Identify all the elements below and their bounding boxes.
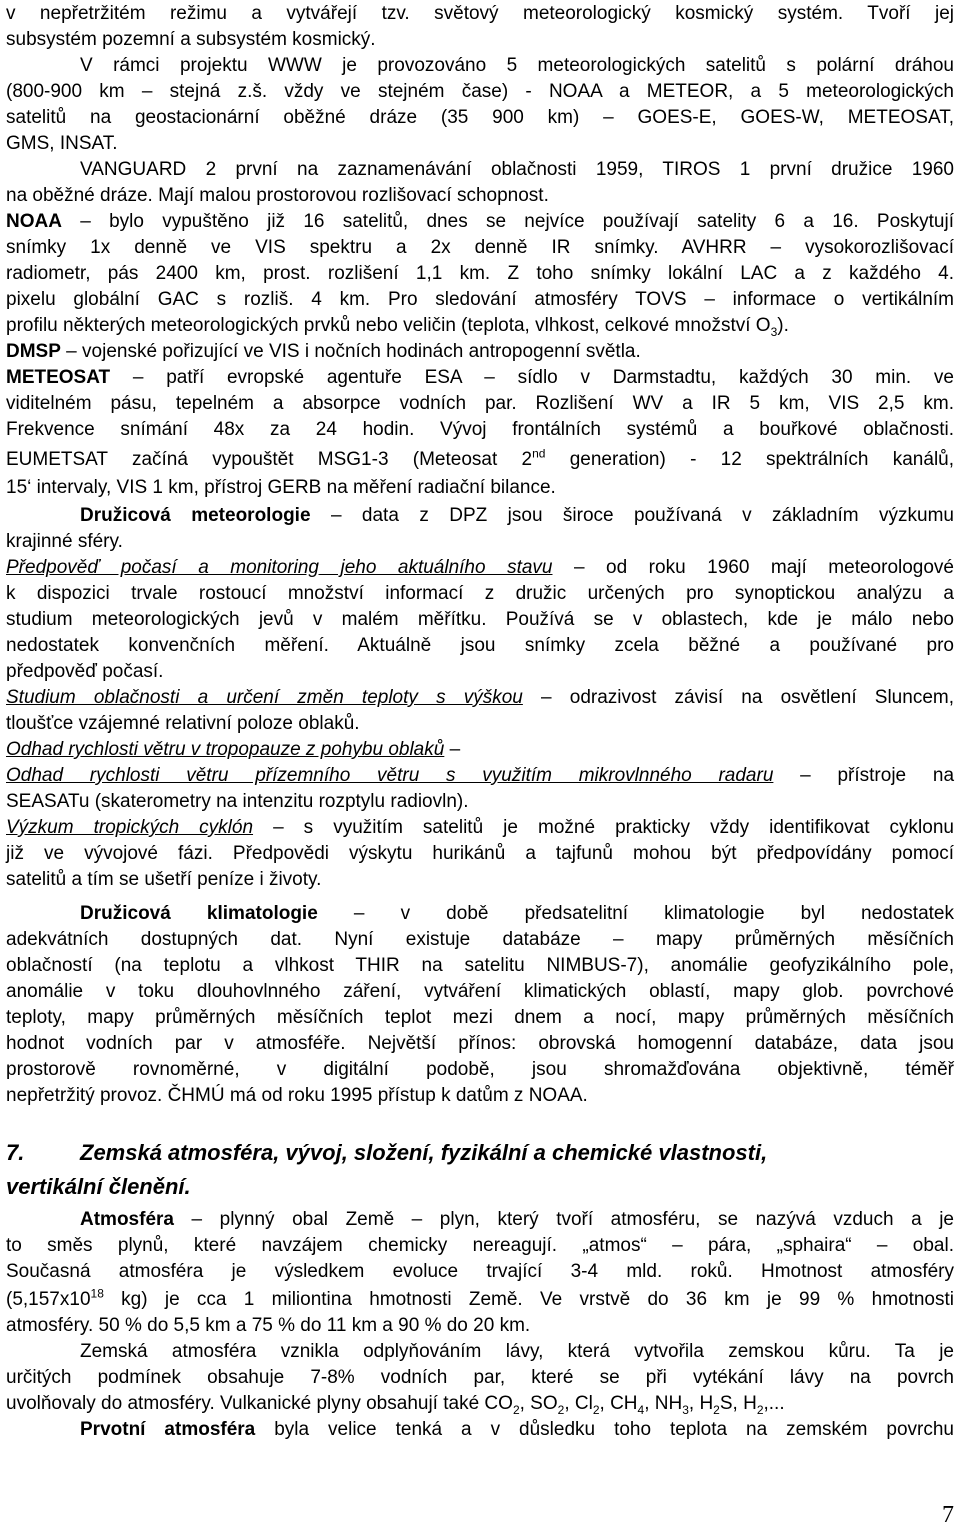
text-line: VANGUARD 2 první na zaznamenávání oblačnosti 1959, TIROS 1 první družice 1960 xyxy=(80,159,954,180)
text-line: k dispozici trvale rostoucí množství informací z družic určených pro synoptickou analýzu a xyxy=(6,583,954,604)
text-line: GMS, INSAT. xyxy=(6,133,118,154)
text-span: – bylo vypuštěno již 16 satelitů, dnes se nejvíce používají satelity 6 a 16. Poskytují xyxy=(61,211,954,232)
text-span: , H xyxy=(688,1393,714,1414)
term-prvotni-atmosfera: Prvotní atmosféra xyxy=(80,1419,256,1440)
subscript: 3 xyxy=(770,324,778,339)
text-span: EUMETSAT začíná vypouštět MSG1-3 (Meteosat 2 xyxy=(6,449,533,470)
superscript: nd xyxy=(532,446,546,461)
text-line: anomálie v toku dlouhovlnného záření, vytváření klimatických oblastí, mapy glob. povrchové xyxy=(6,981,954,1002)
page-number: 7 xyxy=(942,1502,954,1528)
section-heading-cont: vertikální členění. xyxy=(6,1174,191,1199)
text-span: ). xyxy=(777,315,789,336)
text-span: – odrazivost závisí na osvětlení Sluncem, xyxy=(522,687,954,708)
text-line: studium meteorologických jevů v malém měřítku. Používá se v oblastech, kde je málo nebo xyxy=(6,609,954,630)
subscript: 2 xyxy=(557,1402,565,1417)
text-line: určitých podmínek obsahuje 7-8% vodních par, které se při vytékání lávy na povrch xyxy=(6,1367,954,1388)
text-span: , CH xyxy=(599,1393,638,1414)
text-line xyxy=(6,1392,785,1416)
text-line xyxy=(6,448,954,472)
text-span: – data z DPZ jsou široce používaná v základním výzkumu xyxy=(310,505,955,526)
text-line: teploty, mapy průměrných měsíčních teplot mezi dnem a nocí, mapy průměrných měsíčních xyxy=(6,1007,954,1028)
text-line: na oběžné dráze. Mají malou prostorovou rozlišovací schopnost. xyxy=(6,185,549,206)
text-line: předpověď počasí. xyxy=(6,661,164,682)
text-line: subsystém pozemní a subsystém kosmický. xyxy=(6,29,376,50)
text-line: Frekvence snímání 48x za 24 hodin. Vývoj frontálních systémů a bouřkové oblačnosti. xyxy=(6,419,954,440)
text-span: uvolňovaly do atmosféry. Vulkanické plyny obsahují také CO xyxy=(6,1393,513,1414)
text-line: viditelném pásu, tepelném a absorpce vodních par. Rozlišení WV a IR 5 km, VIS 2,5 km. xyxy=(6,393,954,414)
text-line xyxy=(6,504,954,528)
subscript: 2 xyxy=(592,1402,600,1417)
text-line: v nepřetržitém režimu a vytvářejí tzv. světový meteorologický kosmický systém. Tvoří jej xyxy=(6,3,954,24)
text-line: již ve vývojové fázi. Předpovědi výskytu hurikánů a tajfunů mohou být předpovídány pomocí xyxy=(6,843,954,864)
text-span: (5,157x10 xyxy=(6,1289,91,1310)
section-title: Zemská atmosféra, vývoj, složení, fyzikální a chemické vlastnosti, xyxy=(80,1140,768,1165)
text-span: – vojenské pořizující ve VIS i nočních hodinách antropogenní světla. xyxy=(60,341,641,362)
term-atmosfera: Atmosféra xyxy=(80,1209,174,1230)
superscript: 18 xyxy=(90,1286,104,1301)
text-line xyxy=(6,764,954,788)
section-number: 7. xyxy=(6,1140,25,1165)
text-line xyxy=(6,686,954,710)
subscript: 3 xyxy=(682,1402,689,1417)
text-line xyxy=(6,340,641,364)
text-line: pixelu globální GAC s rozliš. 4 km. Pro sledování atmosféry TOVS – informace o vertikálním xyxy=(6,289,954,310)
text-span: generation) - 12 spektrálních kanálů, xyxy=(545,449,955,470)
text-line: hodnot vodních par v atmosféře. Největší přínos: obrovská homogenní databáze, data jsou xyxy=(6,1033,954,1054)
subheading-italic: Předpověď počasí a monitoring jeho aktuálního stavu xyxy=(6,557,553,578)
text-line xyxy=(6,902,954,926)
text-line: adekvátních dostupných dat. Nyní existuje databáze – mapy průměrných měsíčních xyxy=(6,929,954,950)
text-line: Zemská atmosféra vznikla odplyňováním lávy, která vytvořila zemskou kůru. Ta je xyxy=(80,1341,954,1362)
text-line: atmosféry. 50 % do 5,5 km a 75 % do 11 km a 90 % do 20 km. xyxy=(6,1315,531,1336)
text-line: satelitů a tím se ušetří peníze i životy. xyxy=(6,869,322,890)
text-span: – s využitím satelitů je možné prakticky vždy identifikovat cyklonu xyxy=(253,817,954,838)
term-druzicova-meteorologie: Družicová meteorologie xyxy=(80,505,311,526)
text-line xyxy=(6,1418,954,1442)
text-line: snímky 1x denně ve VIS spektru a 2x denně IR snímky. AVHRR – vysokorozlišovací xyxy=(6,237,954,258)
text-line: nepřetržitý provoz. ČHMÚ má od roku 1995 přístup k datům z NOAA. xyxy=(6,1085,588,1106)
text-line: oblačností (na teplotu a vlhkost THIR na satelitu NIMBUS-7), anomálie geofyzikálního pole, xyxy=(6,955,954,976)
text-line: radiometr, pás 2400 km, prost. rozlišení 1,1 km. Z toho snímky lokální LAC a z každého 4. xyxy=(6,263,954,284)
term-dmsp: DMSP xyxy=(6,341,61,362)
text-line: to směs plynů, které navzájem chemicky nereagují. „atmos“ – pára, „sphaira“ – obal. xyxy=(6,1235,954,1256)
text-line: krajinné sféry. xyxy=(6,531,123,552)
text-line xyxy=(6,816,954,840)
subheading-italic: Odhad rychlosti větru přízemního větru s využitím mikrovlnného radaru xyxy=(6,765,774,786)
text-line xyxy=(6,366,954,390)
text-span: – od roku 1960 mají meteorologové xyxy=(552,557,954,578)
text-span: , SO xyxy=(519,1393,558,1414)
text-line: tloušťce vzájemné relativní poloze oblaků. xyxy=(6,713,360,734)
subheading-italic: Výzkum tropických cyklón xyxy=(6,817,254,838)
text-span: – plynný obal Země – plyn, který tvoří atmosféru, se nazývá vzduch a je xyxy=(173,1209,954,1230)
text-line xyxy=(6,1288,954,1312)
text-line xyxy=(6,1208,954,1232)
text-line xyxy=(6,556,954,580)
text-line xyxy=(6,210,954,234)
subscript: 4 xyxy=(637,1402,645,1417)
text-span: profilu některých meteorologických prvků nebo veličin (teplota, vlhkost, celkové množství O xyxy=(6,315,771,336)
subscript: 2 xyxy=(713,1402,720,1417)
section-heading xyxy=(6,1138,767,1168)
text-span: – v době předsatelitní klimatologie byl nedostatek xyxy=(317,903,954,924)
subheading-italic: Studium oblačnosti a určení změn teploty s výškou xyxy=(6,687,523,708)
text-line: prostorově rovnoměrné, v digitální podobě, jsou shromažďována objektivně, téměř xyxy=(6,1059,954,1080)
subheading-italic: Odhad rychlosti větru v tropopauze z pohybu oblaků xyxy=(6,739,445,760)
subscript: 2 xyxy=(756,1402,764,1417)
text-span: , Cl xyxy=(564,1393,593,1414)
text-span: byla velice tenká a v důsledku toho teplota na zemském povrchu xyxy=(255,1419,954,1440)
text-line: (800-900 km – stejná z.š. vždy ve stejném čase) - NOAA a METEOR, a 5 meteorologických xyxy=(6,81,954,102)
text-line: nedostatek konvenčních měření. Aktuálně jsou snímky zcela běžné a používané pro xyxy=(6,635,954,656)
text-line: V rámci projektu WWW je provozováno 5 meteorologických satelitů s polární dráhou xyxy=(80,55,954,76)
subscript: 2 xyxy=(512,1402,520,1417)
text-line: satelitů na geostacionární oběžné dráze (35 900 km) – GOES-E, GOES-W, METEOSAT, xyxy=(6,107,954,128)
text-span: ,... xyxy=(763,1393,785,1414)
text-line: Současná atmosféra je výsledkem evoluce trvající 3-4 mld. roků. Hmotnost atmosféry xyxy=(6,1261,954,1282)
term-noaa: NOAA xyxy=(6,211,62,232)
text-line: SEASATu (skaterometry na intenzitu rozptylu radiovln). xyxy=(6,791,469,812)
text-span: – patří evropské agentuře ESA – sídlo v Darmstadtu, každých 30 min. ve xyxy=(110,367,954,388)
text-line: 15‘ intervaly, VIS 1 km, přístroj GERB na měření radiační bilance. xyxy=(6,477,556,498)
text-span: – xyxy=(444,739,461,760)
text-span: S, H xyxy=(719,1393,757,1414)
term-meteosat: METEOSAT xyxy=(6,367,111,388)
text-line xyxy=(6,738,460,762)
text-span: kg) je cca 1 miliontina hmotnosti Země. Ve vrstvě do 36 km je 99 % hmotnosti xyxy=(103,1289,954,1310)
term-druzicova-klimatologie: Družicová klimatologie xyxy=(80,903,318,924)
text-line xyxy=(6,314,789,338)
text-span: , NH xyxy=(644,1393,683,1414)
text-span: – přístroje na xyxy=(773,765,955,786)
